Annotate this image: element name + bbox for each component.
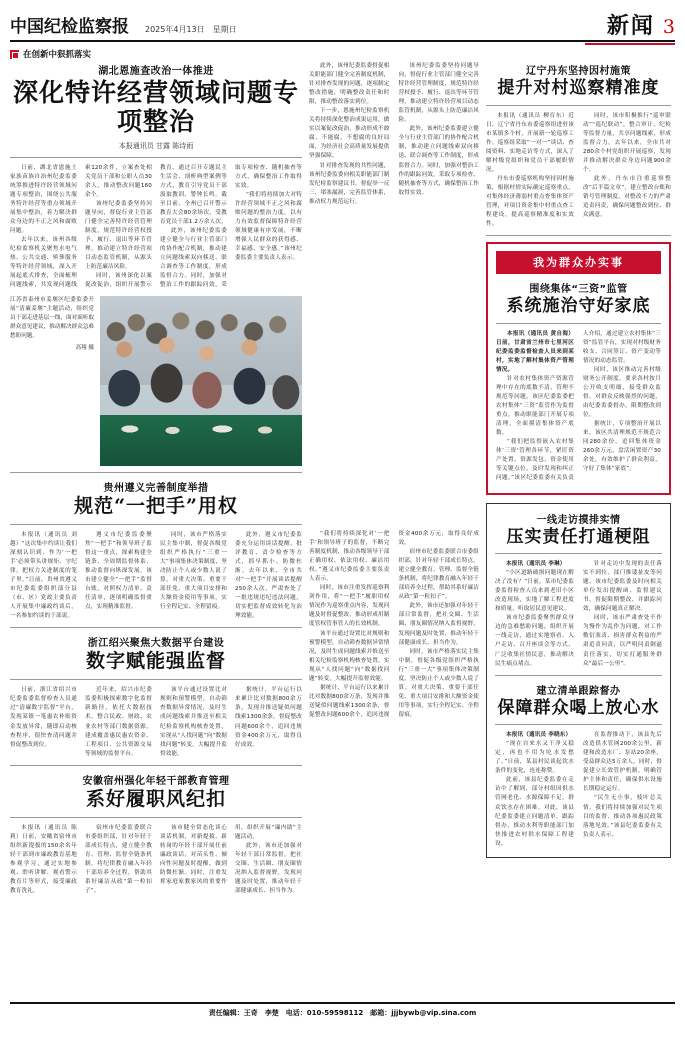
paragraph: 针对排查发现的共性问题，该州纪委监委向相关职能部门制发纪检监察建议书，督促举一反三、堵塞漏洞，完善监管体系，推动权力规范运行。 <box>309 162 390 205</box>
news-photo <box>100 296 302 466</box>
divider <box>486 105 671 106</box>
paragraph: 针对走访中发现的责任落实不到位、部门推诿扯皮等问题，该市纪委监委及时向相关单位发出提醒函、监督建议书，督促限期整改，并跟踪问效，确保问题真正解决。 <box>583 561 662 613</box>
zhejiang-body <box>10 686 302 758</box>
paragraph: 丹东市委巡察机构坚持因村施策，根据村情实际确定巡察重点，对集体经济薄弱村重点查集体资产管理，对项目资金集中村重点查工程建设，提高巡察精准度和实效性。 <box>486 175 574 228</box>
photo-caption-box <box>10 296 94 351</box>
column-flag <box>0 45 685 62</box>
paragraph: 该州纪委监委坚持问题导向，督促行业主管部门健全完善特许经营管理制度，规范特许经营权授予、履行、退出等环节管理，推动建立特许经营项目动态监管机制，从源头上防范廉洁风险。 <box>85 200 152 271</box>
right-boxed-section <box>486 503 671 858</box>
photo-caption: 江苏省泰州市姜堰区纪委监委开展“清廉姜堰”主题活动，组织党员干部走进基层一线，面对面听取群众意见建议，推动解决群众急难愁盼问题。 <box>10 297 94 339</box>
paragraph: 据统计，平台运行以来累计比对数据800余万条，发现并推送疑似问题线索1300余条，督促整改问题600余个，追回违规资金400余万元，取得良好成效。 <box>309 531 479 718</box>
article-water <box>495 682 662 849</box>
paragraph: 本报讯（通讯员 柳育东）近日，辽宁省丹东市委巡察组进驻该市某镇多个村，开展新一轮巡察工作。巡察组采取“一对一”谈话、查阅资料、实地走访等方式，深入了解村级党组织和党员干部履职情况。 <box>486 112 574 173</box>
paragraph: 此外，该州纪委监委建立健全与行业主管部门的协作配合机制，推动建立问题线索双向移送、联合调查等工作制度，形成监督合力。同时，加强对整治工作的跟踪问效，采取专项检查、随机抽查等方式，确保整治工作取得实效。 <box>160 164 302 289</box>
section-name: 新闻 <box>606 13 655 39</box>
article-lead <box>10 62 302 290</box>
paragraph: 此外，该市还加强对年轻干部日常监督，把社交圈、生活圈、朋友圈情况纳入监督视野，发现问题及时处置，推动年轻干部健康成长、担当作为。 <box>235 842 302 894</box>
paragraph: 此外，丹东市注重巡察整改“后半篇文章”，建立整改台账和销号管理制度，对整改不力的严肃追责问责，确保问题整改到位、群众满意。 <box>583 175 671 219</box>
guizhou-headline: 规范“一把手”用权 <box>74 495 238 518</box>
paragraph: 在监督推动下，该县先后改造供水管网200余公里，新建和改造水厂、泵站20余座，受益群众达5万余人。同时，督促建立长效管护机制，明确管护主体和责任，确保供水设施长期稳定运行。 <box>583 732 662 793</box>
frontline-body <box>495 560 662 669</box>
paragraph: “我们将持续加大对特许经营领域不正之风和腐败问题的整治力度，以有力有效监督保障特许经营领域健康有序发展，不断增强人民群众的获得感、幸福感、安全感。”该州纪委监委主要负责人表示。 <box>235 191 302 261</box>
frontline-shoulder: 一线走访摸排实情 <box>536 514 621 526</box>
paragraph: 该州纪委监委坚持问题导向，督促行业主管部门健全完善特许经营管理制度，规范特许经营权授予、履行、退出等环节管理，推动建立特许经营项目动态监管机制，从源头上防范廉洁风险。 <box>398 63 479 124</box>
article-guizhou <box>10 479 302 621</box>
paragraph: 此外，该州纪委监委建立健全与行业主管部门的协作配合机制，推动建立问题线索双向移送、联合调查等工作制度，形成监督合力。同时，加强对整治工作的跟踪问效，采取专项检查、随机抽查等方式，确保整治工作取得实效。 <box>398 126 479 196</box>
frontline-byline: 本报讯（通讯员 李琳） <box>506 561 566 568</box>
article-liaoning <box>486 62 671 229</box>
paragraph: 同时，该市严格落实民主集中制，督促各级党组织严格执行“三重一大”事项集体决策制度，坚决防止个人或少数人说了算。对重大决策、重要干部任免、重大项目安排和大额资金使用等事项，实行全程记实、全程留痕。 <box>398 648 479 718</box>
divider <box>495 724 662 725</box>
paragraph: 此外，遵义市纪委监委充分运用谈话提醒、批评教育、责令检查等方式，抓早抓小、防微杜渐。去年以来，全市共对“一把手”开展谈话提醒250余人次，严肃查处了一批违规违纪违法问题，切实把监督成效转化为治理效能。 <box>235 532 302 620</box>
water-body <box>495 731 662 849</box>
photo-block <box>10 296 302 466</box>
paragraph: “我们将持续深化对‘一把手’和领导班子的监督，不断完善制度机制，推动各级领导干部正确用权、依法用权、廉洁用权。”遵义市纪委监委主要负责人表示。 <box>309 531 390 583</box>
masthead <box>0 0 685 40</box>
page-number: 3 <box>662 16 675 38</box>
paragraph: 同时，该市严肃查处不作为慢作为乱作为问题，对工作敷衍塞责、损害群众利益的严肃追责问责，以严明问责倒逼责任落实，切实打通服务群众“最后一公里”。 <box>583 615 662 667</box>
lead-headline: 深化特许经营领域问题专项整治 <box>12 78 299 136</box>
paragraph: 日前，湖北省恩施土家族苗族自治州纪委监委统筹推进特许经营领域问题专项整治，围绕公共服务特许经营等重点领域开展集中整治，着力解决群众身边的不正之风和腐败问题。 <box>10 164 77 234</box>
feature-ribbon: 我为群众办实事 <box>496 251 661 274</box>
paragraph: 本报讯（通讯员 刘越）“这次集中约谈让我们深刻认识到，作为‘一把手’必须带头讲规矩、守纪律，把权力关进制度的笼子里。”日前，贵州省遵义市纪委监委组织部分县（市、区）党政主要负责人开展集中廉政约谈后，一名参加约谈的干部说。 <box>10 532 77 620</box>
divider <box>496 323 661 324</box>
photo-people <box>100 327 302 429</box>
frontline-headline: 压实责任打通梗阻 <box>506 526 651 547</box>
paragraph: 此外，该州纪委监委督促相关职能部门健全完善制度机制，针对排查发现的问题，逐项制定整改措施，明确整改责任和时限，推动整改落实到位。 <box>309 63 390 106</box>
paragraph: “我们把监督嵌入农村集体‘三资’管理各环节，紧盯资产处置、资源发包、资金使用等关键点位，及时发现和纠正问题。”该区纪委监委有关负责人介绍，通过建立农村集体“三资”监管平台，实现对村级财务收支、合同签订、资产变动等情况的动态监管。 <box>496 330 661 482</box>
paragraph: 据统计，平台运行以来累计比对数据800余万条，发现并推送疑似问题线索1300余条，督促整改问题600余个，追回违规资金400余万元，取得良好成效。 <box>235 687 302 748</box>
liaoning-body <box>486 112 671 230</box>
guizhou-continuation <box>309 530 479 1050</box>
divider <box>10 627 302 628</box>
page-body <box>0 62 685 1050</box>
middle-column <box>309 62 479 1050</box>
divider <box>10 765 302 766</box>
paragraph: 日前，浙江省绍兴市纪委监委监督检查人员通过“清廉数字监督”平台，发现某镇一笔惠农补贴资金发放异常，随即启动核查程序，很快查清问题并督促整改到位。 <box>10 687 77 748</box>
photo-table <box>100 415 302 466</box>
flag-square-icon <box>10 50 19 59</box>
paragraph: 同时，该州深化以案促改促治，组织开展警示教育，通过召开专题民主生活会、剖析典型案例等方式，教育引导党员干部汲取教训、警钟长鸣。截至目前，全州已召开警示教育大会80余场次，受教育党员干部1.2万余人次。 <box>85 164 227 289</box>
lead-body <box>10 164 302 291</box>
lead-byline: 本报通讯员 甘露 陈诗雨 <box>118 141 194 150</box>
paragraph: 同时，该市严格落实民主集中制，督促各级党组织严格执行“三重一大”事项集体决策制度，坚决防止个人或少数人说了算。对重大决策、重要干部任免、重大项目安排和大额资金使用等事项，实行全程记实、全程留痕。 <box>160 532 227 611</box>
paragraph: 下一步，恩施州纪检监察机关将持续深化整治成果运用，做实以案促改促治，推动形成不敢腐、不能腐、不想腐的良好局面，为经济社会高质量发展提供坚强保障。 <box>309 108 390 160</box>
divider <box>10 524 302 525</box>
feature-byline: 本报讯（通讯员 黄自海）日前，甘肃省兰州市七里河区纪委监委监督检查人员来到某村，实地了解村集体资产管理情况。 <box>496 330 574 373</box>
paragraph: 同时，该市积极推行“巡审联动”“巡纪联动”，整合审计、纪检等监督力量，共享问题线索，形成监督合力。去年以来，全市共对280余个村党组织开展巡察，发现并推动解决群众身边问题900余个。 <box>583 112 671 173</box>
paragraph: 该平台通过设置比对规则和预警模型，自动筛查数据异常情况，及时生成问题线索并推送至相关纪检监察机构核查处置，实现从“人找问题”向“数据找问题”转变，大幅提升监督效能。 <box>309 630 390 682</box>
masthead-rule <box>10 40 675 42</box>
paragraph: 本报讯（通讯员 陈莉）日前，安徽省宿州市组织新提拔的150余名年轻干部到市廉政教育基地参观学习，通过实地参观、聆听讲解、观看警示教育片等形式，接受廉政教育洗礼。 <box>10 824 77 894</box>
divider <box>10 679 302 680</box>
lead-continuation <box>309 62 479 530</box>
water-byline: 本报讯（通讯员 李晓东） <box>506 732 572 739</box>
divider <box>486 235 671 236</box>
liaoning-shoulder: 辽宁丹东坚持因村施策 <box>526 66 631 77</box>
divider <box>10 817 302 818</box>
right-column <box>486 62 671 858</box>
paragraph: 该市纪委监委聚焦群众身边的急难愁盼问题，组织开展一线走访，通过实地察看、入户走访、召开座谈会等方式，广泛收集社情民意，推动解决民生痛点堵点。 <box>495 615 574 667</box>
paragraph: 遵义市纪委监委聚焦“一把手”和领导班子监督这一重点，探索构建全链条、全周期监督体系，推动监督向纵深发展。该市建立健全“一把手”监督台账，对照权力清单、责任清单，逐项明确监督重点，实现精准监督。 <box>85 532 152 611</box>
paragraph: 此外，该市还加强对年轻干部日常监督，把社交圈、生活圈、朋友圈情况纳入监督视野，发现问题及时处置，推动年轻干部健康成长、担当作为。 <box>398 603 479 646</box>
article-frontline <box>495 511 662 669</box>
paragraph: 该平台通过设置比对规则和预警模型，自动筛查数据异常情况，及时生成问题线索并推送至相关纪检监察机构核查处置，实现从“人找问题”向“数据找问题”转变，大幅提升监督效能。 <box>160 687 227 757</box>
paragraph: 该市健全常态化谈心谈话机制，对新提拔、新转岗的年轻干部开展任前廉政谈话，对苗头性、倾向性问题及时提醒，做到防微杜渐。同时，注重发挥家庭家教家风的重要作用，组织开展“廉内助”主题活动。 <box>160 824 302 885</box>
publication-date: 2025年4月13日 星期日 <box>145 25 237 34</box>
paragraph: 宿州市纪委监委联合市委组织部，针对年轻干部成长特点，建立健全教育、管理、监督全链条机制，将纪律教育融入年轻干部培养全过程，帮助其系好廉洁从政“第一粒扣子”。 <box>398 549 479 601</box>
paragraph: 同时，该区推动完善村级财务公开制度，要求各村按月公开收支明细，接受群众监督。对群众反映强烈的问题，由纪委监委督办，限期整改到位。 <box>583 366 661 419</box>
page-footer: 责任编辑：王奇 李楚 电话：010-59598112 邮箱：jjjbywb@vip.sina.com <box>10 1002 675 1024</box>
divider <box>495 675 662 676</box>
feature-box <box>486 242 671 494</box>
anhui-headline: 系好履职风纪扣 <box>85 787 226 810</box>
left-column <box>10 62 302 896</box>
anhui-body <box>10 824 302 896</box>
water-headline: 保障群众喝上放心水 <box>497 697 660 718</box>
paragraph: “现在自来水又干净又稳定，再也不用为吃水发愁了。”日前，某县村民谈起饮水条件的变化，连连称赞。 <box>495 741 574 775</box>
guizhou-body <box>10 531 302 621</box>
liaoning-headline: 提升对村巡察精准度 <box>497 78 660 98</box>
guizhou-shoulder: 贵州遵义完善制度举措 <box>103 483 209 495</box>
paragraph: 宿州市纪委监委联合市委组织部，针对年轻干部成长特点，建立健全教育、管理、监督全链条机制，将纪律教育融入年轻干部培养全过程，帮助其系好廉洁从政“第一粒扣子”。 <box>85 824 152 894</box>
zhejiang-shoulder: 浙江绍兴聚焦大数据平台建设 <box>87 638 225 650</box>
column-flag-label: 在创新中狠抓落实 <box>23 50 92 60</box>
paragraph: 据统计，专项整治开展以来，该区共清理规范不规范合同280余份，追回集体资金260余万元，盘活闲置资产30余处，有效维护了群众利益，守好了集体“家底”。 <box>583 421 661 473</box>
feature-headline: 系统施治守好家底 <box>506 296 651 317</box>
divider <box>495 553 662 554</box>
paragraph: 同时，该市注重发挥巡察利剑作用，将“一把手”履职用权情况作为巡察重点内容，发现问题及时督促整改，推动形成用制度管权管事管人的长效机制。 <box>309 585 390 628</box>
article-zhejiang <box>10 634 302 758</box>
paragraph: 针对农村集体资产资源管理中存在的底数不清、管理不规范等问题，该区纪委监委把农村集体“三资”监管作为监督重点，推动职能部门开展专项清理，全面摸清集体资产底数。 <box>496 375 574 437</box>
page-grid <box>10 62 675 1050</box>
anhui-shoulder: 安徽宿州强化年轻干部教育管理 <box>82 775 230 787</box>
water-shoulder: 建立清单跟踪督办 <box>536 685 621 697</box>
feature-body <box>496 330 661 484</box>
lead-shoulder: 湖北恩施查改治一体推进 <box>98 66 214 77</box>
paragraph: “民生无小事，枝叶总关情。我们将持续加强对民生项目的监督，推动各项惠民政策落地见效。”该县纪委监委有关负责人表示。 <box>583 795 662 838</box>
article-anhui <box>10 772 302 896</box>
paragraph: 此前，该县纪委监委在走访中了解到，部分村组因供水管网老化、水源保障不足，群众饮水存在困难。对此，该县纪委监委建立问题清单，跟踪督办，推动水利等职能部门加快推进农村供水保障工程建设。 <box>495 777 574 847</box>
paragraph: “小区道路破损问题现在解决了没有？”日前，某市纪委监委监督检查人员来到老旧小区改造现场，实地了解工程进度和质量，听取居民意见建议。 <box>495 570 574 613</box>
photo-credit: 高翔 摄 <box>75 344 94 351</box>
feature-shoulder: 围绕集体“三资”监管 <box>529 284 628 296</box>
paragraph: 近年来，绍兴市纪委监委积极探索数字化监督新路径，依托大数据技术，整合民政、财政、农业农村等部门数据资源，建成覆盖惠民惠农资金、工程项目、公共资源交易等领域的监督平台。 <box>85 687 152 757</box>
paragraph: 去年以来，该州各级纪检监察机关聚焦水电气热、公共交通、殡葬服务等特许经营领域，深入开展起底式排查，全面梳理问题线索，共发现问题线索120余件，立案查处相关党员干部和公职人员30余人，推动整改问题160余个。 <box>10 164 152 289</box>
zhejiang-headline: 数字赋能强监督 <box>85 650 226 673</box>
divider <box>10 472 302 473</box>
divider <box>10 157 302 158</box>
paper-name: 中国纪检监察报 <box>10 17 129 37</box>
